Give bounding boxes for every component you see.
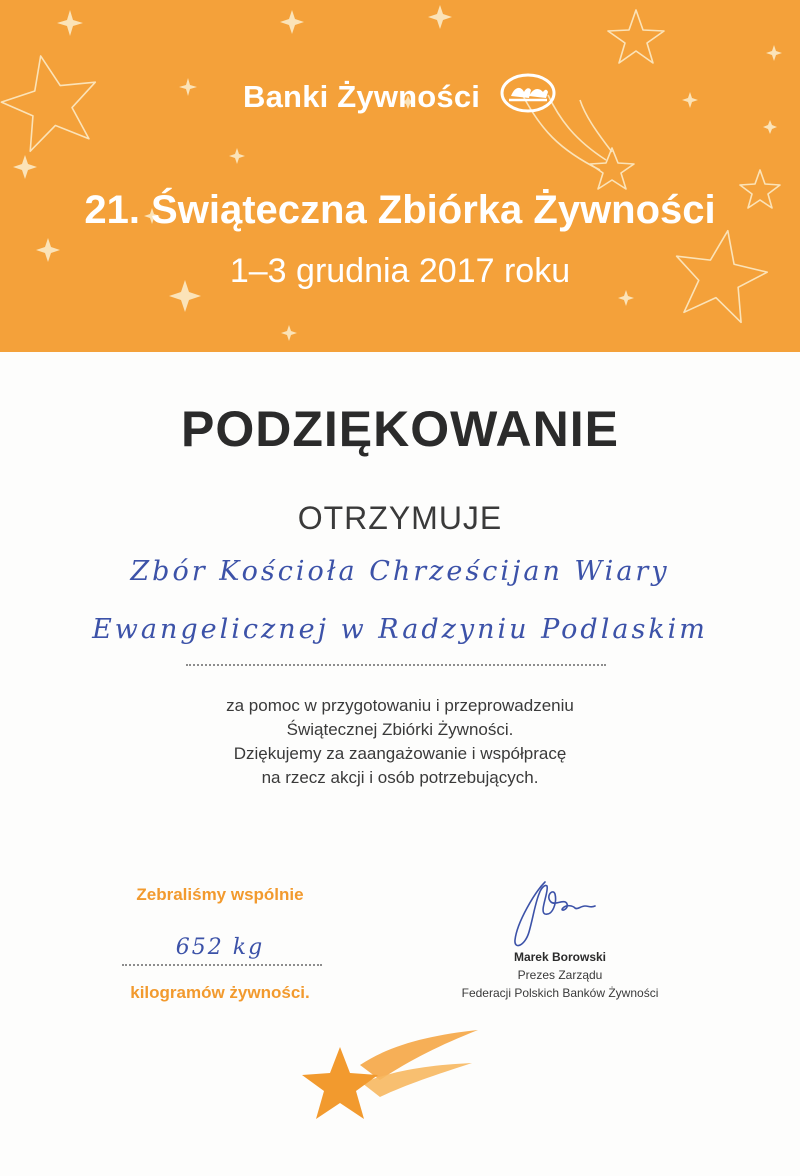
recipient-line-2: Ewangelicznej w Radzyniu Podlaskim xyxy=(92,614,708,645)
stars-decoration xyxy=(0,0,800,352)
recipient-line-1: Zbór Kościoła Chrześcijan Wiary xyxy=(130,556,670,587)
header-banner xyxy=(0,0,800,352)
collected-amount: 652 kg xyxy=(175,935,265,960)
thanks-line: Świątecznej Zbiórki Żywności. xyxy=(286,720,514,739)
brand-name: Banki Żywności xyxy=(243,79,481,114)
signatory-organization: Federacji Polskich Banków Żywności xyxy=(461,986,659,1000)
thanks-line: Dziękujemy za zaangażowanie i współpracę xyxy=(233,744,567,763)
event-title: 21. Świąteczna Zbiórka Żywności xyxy=(84,188,716,232)
thanks-line: za pomoc w przygotowaniu i przeprowadzeniu xyxy=(226,696,574,715)
handwritten-signature xyxy=(495,872,615,952)
amount-dotted-line xyxy=(122,964,322,966)
thanks-line: na rzecz akcji i osób potrzebujących. xyxy=(261,768,539,787)
signatory-role: Prezes Zarządu xyxy=(517,968,603,982)
signatory-name: Marek Borowski xyxy=(513,950,607,964)
collected-label: Zebraliśmy wspólnie xyxy=(136,885,304,904)
recipient-dotted-line xyxy=(186,664,606,666)
food-bank-logo-icon xyxy=(499,72,557,122)
thanks-text xyxy=(0,694,800,790)
receives-label: OTRZYMUJE xyxy=(297,500,503,536)
certificate-title: PODZIĘKOWANIE xyxy=(180,401,620,457)
event-date: 1–3 grudnia 2017 roku xyxy=(229,252,571,290)
unit-label: kilogramów żywności. xyxy=(130,983,310,1002)
brand-heading xyxy=(0,72,800,122)
shooting-star-icon xyxy=(300,1025,480,1145)
